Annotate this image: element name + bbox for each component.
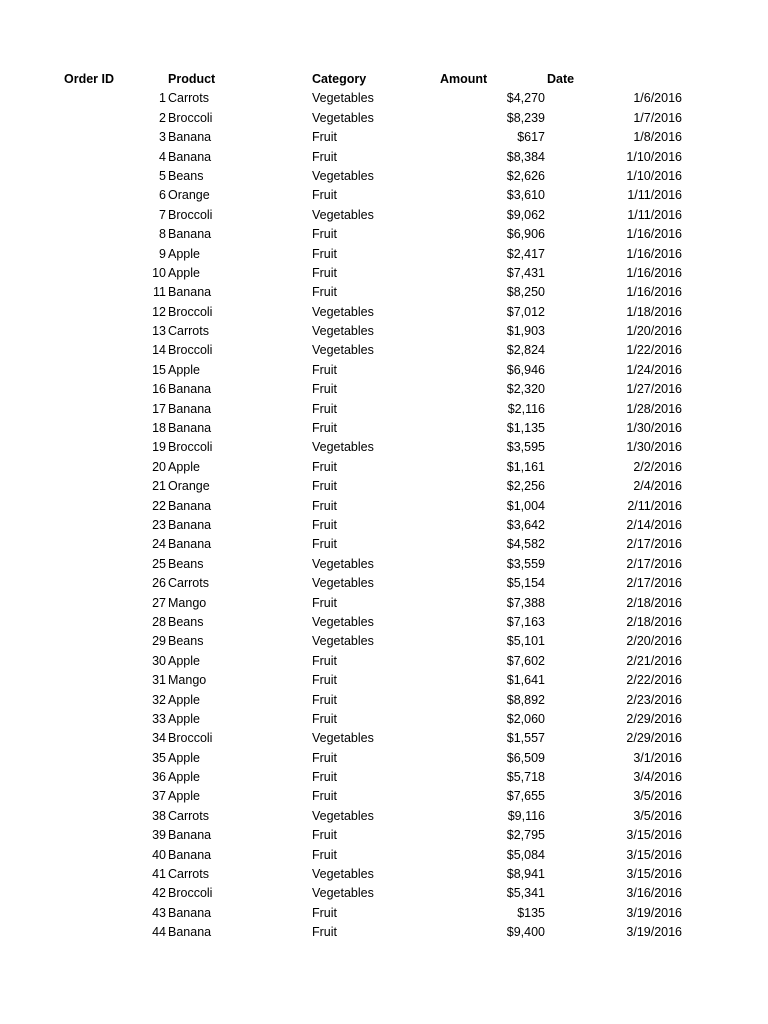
cell-amount: $135 xyxy=(517,905,545,920)
cell-category: Fruit xyxy=(312,770,337,785)
cell-date: 2/17/2016 xyxy=(626,576,682,591)
cell-amount: $7,163 xyxy=(506,614,545,629)
cell-order-id: 32 xyxy=(152,692,166,707)
cell-date: 1/16/2016 xyxy=(626,227,682,242)
cell-category: Vegetables xyxy=(312,207,374,222)
cell-amount: $1,135 xyxy=(506,421,545,436)
cell-order-id: 29 xyxy=(152,634,166,649)
table-row xyxy=(0,846,768,865)
cell-category: Vegetables xyxy=(312,343,374,358)
cell-order-id: 33 xyxy=(152,711,166,726)
cell-amount: $7,431 xyxy=(506,265,545,280)
header-date: Date xyxy=(547,72,575,86)
cell-order-id: 36 xyxy=(152,770,166,785)
table-row xyxy=(0,225,768,244)
cell-order-id: 5 xyxy=(159,168,166,183)
cell-amount: $8,384 xyxy=(506,149,545,164)
cell-order-id: 44 xyxy=(152,925,166,940)
cell-amount: $5,718 xyxy=(506,770,545,785)
cell-date: 3/4/2016 xyxy=(633,770,682,785)
cell-product: Carrots xyxy=(168,576,209,591)
cell-order-id: 42 xyxy=(152,886,166,901)
cell-order-id: 8 xyxy=(159,227,166,242)
cell-date: 1/30/2016 xyxy=(626,440,682,455)
cell-category: Vegetables xyxy=(312,168,374,183)
cell-order-id: 23 xyxy=(152,517,166,532)
header-product: Product xyxy=(168,72,216,86)
cell-category: Fruit xyxy=(312,517,337,532)
cell-amount: $9,062 xyxy=(506,207,545,222)
cell-date: 2/29/2016 xyxy=(626,711,682,726)
cell-product: Banana xyxy=(168,828,212,843)
cell-category: Fruit xyxy=(312,285,337,300)
cell-order-id: 9 xyxy=(159,246,166,261)
cell-product: Banana xyxy=(168,285,212,300)
cell-order-id: 39 xyxy=(152,828,166,843)
cell-category: Fruit xyxy=(312,227,337,242)
cell-date: 1/11/2016 xyxy=(627,188,682,203)
table-row xyxy=(0,923,768,942)
cell-product: Beans xyxy=(168,556,204,571)
cell-product: Banana xyxy=(168,517,212,532)
cell-product: Broccoli xyxy=(168,343,213,358)
cell-order-id: 26 xyxy=(152,576,166,591)
cell-order-id: 18 xyxy=(152,421,166,436)
cell-amount: $7,602 xyxy=(506,653,545,668)
cell-category: Vegetables xyxy=(312,634,374,649)
cell-product: Apple xyxy=(168,653,200,668)
cell-product: Mango xyxy=(168,673,207,688)
cell-category: Fruit xyxy=(312,246,337,261)
cell-category: Fruit xyxy=(312,479,337,494)
table-row xyxy=(0,341,768,360)
cell-category: Fruit xyxy=(312,498,337,513)
cell-category: Fruit xyxy=(312,711,337,726)
cell-category: Fruit xyxy=(312,595,337,610)
header-category: Category xyxy=(312,72,367,86)
cell-category: Vegetables xyxy=(312,614,374,629)
cell-date: 3/1/2016 xyxy=(633,750,682,765)
cell-product: Beans xyxy=(168,634,204,649)
cell-date: 1/18/2016 xyxy=(626,304,682,319)
cell-date: 3/16/2016 xyxy=(626,886,682,901)
cell-category: Fruit xyxy=(312,905,337,920)
cell-date: 2/17/2016 xyxy=(626,537,682,552)
cell-category: Fruit xyxy=(312,401,337,416)
table-row xyxy=(0,128,768,147)
cell-order-id: 4 xyxy=(159,149,166,164)
cell-order-id: 38 xyxy=(152,808,166,823)
cell-product: Broccoli xyxy=(168,440,213,455)
cell-amount: $1,161 xyxy=(506,459,545,474)
cell-date: 2/4/2016 xyxy=(633,479,682,494)
table-row xyxy=(0,303,768,322)
cell-order-id: 40 xyxy=(152,847,166,862)
cell-product: Broccoli xyxy=(168,304,213,319)
orders-table xyxy=(0,70,768,943)
cell-amount: $1,903 xyxy=(506,324,545,339)
cell-date: 2/17/2016 xyxy=(626,556,682,571)
cell-category: Fruit xyxy=(312,382,337,397)
cell-product: Apple xyxy=(168,265,200,280)
cell-category: Fruit xyxy=(312,149,337,164)
table-row xyxy=(0,826,768,845)
cell-date: 1/16/2016 xyxy=(626,246,682,261)
cell-date: 2/20/2016 xyxy=(626,634,682,649)
cell-category: Fruit xyxy=(312,925,337,940)
cell-product: Beans xyxy=(168,168,204,183)
cell-date: 2/21/2016 xyxy=(626,653,682,668)
cell-order-id: 21 xyxy=(152,479,166,494)
cell-date: 2/18/2016 xyxy=(626,614,682,629)
cell-order-id: 28 xyxy=(152,614,166,629)
cell-product: Apple xyxy=(168,711,200,726)
cell-amount: $2,320 xyxy=(506,382,545,397)
table-row xyxy=(0,497,768,516)
cell-date: 1/30/2016 xyxy=(626,421,682,436)
table-row xyxy=(0,438,768,457)
cell-category: Vegetables xyxy=(312,110,374,125)
cell-amount: $2,060 xyxy=(506,711,545,726)
table-body xyxy=(0,89,768,942)
cell-category: Vegetables xyxy=(312,867,374,882)
cell-order-id: 31 xyxy=(152,673,166,688)
cell-amount: $8,892 xyxy=(506,692,545,707)
table-row xyxy=(0,613,768,632)
cell-order-id: 43 xyxy=(152,905,166,920)
table-row xyxy=(0,167,768,186)
cell-date: 1/28/2016 xyxy=(626,401,682,416)
cell-amount: $2,116 xyxy=(507,401,545,416)
cell-date: 2/23/2016 xyxy=(626,692,682,707)
cell-date: 1/6/2016 xyxy=(633,91,682,106)
cell-order-id: 37 xyxy=(152,789,166,804)
cell-date: 1/16/2016 xyxy=(626,265,682,280)
cell-product: Banana xyxy=(168,905,212,920)
cell-product: Banana xyxy=(168,227,212,242)
cell-category: Vegetables xyxy=(312,556,374,571)
cell-product: Apple xyxy=(168,692,200,707)
cell-category: Fruit xyxy=(312,188,337,203)
cell-product: Broccoli xyxy=(168,731,213,746)
cell-amount: $1,641 xyxy=(506,673,545,688)
cell-product: Carrots xyxy=(168,808,209,823)
cell-order-id: 17 xyxy=(152,401,166,416)
cell-date: 3/15/2016 xyxy=(626,828,682,843)
cell-category: Fruit xyxy=(312,828,337,843)
cell-category: Fruit xyxy=(312,362,337,377)
cell-date: 1/8/2016 xyxy=(633,130,682,145)
table-row xyxy=(0,89,768,108)
table-row xyxy=(0,594,768,613)
cell-product: Apple xyxy=(168,770,200,785)
cell-category: Vegetables xyxy=(312,304,374,319)
cell-category: Vegetables xyxy=(312,91,374,106)
cell-order-id: 34 xyxy=(152,731,166,746)
cell-order-id: 13 xyxy=(152,324,166,339)
cell-order-id: 15 xyxy=(152,362,166,377)
table-row xyxy=(0,419,768,438)
cell-product: Apple xyxy=(168,362,200,377)
cell-amount: $6,906 xyxy=(506,227,545,242)
cell-order-id: 16 xyxy=(152,382,166,397)
cell-order-id: 3 xyxy=(159,130,166,145)
cell-product: Carrots xyxy=(168,324,209,339)
cell-category: Fruit xyxy=(312,653,337,668)
cell-category: Fruit xyxy=(312,847,337,862)
cell-category: Fruit xyxy=(312,421,337,436)
cell-product: Apple xyxy=(168,246,200,261)
table-row xyxy=(0,535,768,554)
cell-date: 2/2/2016 xyxy=(633,459,682,474)
table-row xyxy=(0,264,768,283)
table-row xyxy=(0,787,768,806)
cell-amount: $2,824 xyxy=(506,343,545,358)
cell-amount: $2,417 xyxy=(506,246,545,261)
cell-date: 2/22/2016 xyxy=(626,673,682,688)
cell-date: 1/22/2016 xyxy=(626,343,682,358)
cell-amount: $7,388 xyxy=(506,595,545,610)
cell-date: 3/19/2016 xyxy=(626,905,682,920)
cell-amount: $3,559 xyxy=(506,556,545,571)
cell-amount: $4,270 xyxy=(506,91,545,106)
cell-product: Broccoli xyxy=(168,207,213,222)
cell-amount: $3,642 xyxy=(506,517,545,532)
cell-date: 1/10/2016 xyxy=(626,149,682,164)
cell-product: Banana xyxy=(168,925,212,940)
header-amount: Amount xyxy=(440,72,488,86)
cell-category: Vegetables xyxy=(312,440,374,455)
table-row xyxy=(0,186,768,205)
cell-date: 3/15/2016 xyxy=(626,867,682,882)
cell-order-id: 1 xyxy=(159,91,166,106)
cell-date: 3/15/2016 xyxy=(626,847,682,862)
table-row xyxy=(0,361,768,380)
table-row xyxy=(0,884,768,903)
table-row xyxy=(0,516,768,535)
table-row xyxy=(0,904,768,923)
table-row xyxy=(0,632,768,651)
cell-category: Fruit xyxy=(312,789,337,804)
cell-date: 2/18/2016 xyxy=(626,595,682,610)
cell-amount: $1,004 xyxy=(506,498,545,513)
cell-date: 1/11/2016 xyxy=(627,207,682,222)
cell-product: Banana xyxy=(168,847,212,862)
cell-amount: $3,610 xyxy=(506,188,545,203)
cell-order-id: 41 xyxy=(152,867,166,882)
cell-product: Banana xyxy=(168,498,212,513)
table-row xyxy=(0,574,768,593)
cell-product: Carrots xyxy=(168,91,209,106)
cell-product: Apple xyxy=(168,750,200,765)
table-row xyxy=(0,807,768,826)
cell-amount: $5,084 xyxy=(506,847,545,862)
cell-order-id: 24 xyxy=(152,537,166,552)
cell-amount: $8,941 xyxy=(506,867,545,882)
cell-category: Fruit xyxy=(312,673,337,688)
cell-date: 1/10/2016 xyxy=(626,168,682,183)
table-row xyxy=(0,652,768,671)
cell-product: Apple xyxy=(168,459,200,474)
cell-date: 1/20/2016 xyxy=(626,324,682,339)
cell-amount: $3,595 xyxy=(506,440,545,455)
cell-category: Fruit xyxy=(312,265,337,280)
cell-product: Broccoli xyxy=(168,110,213,125)
cell-category: Vegetables xyxy=(312,324,374,339)
cell-order-id: 7 xyxy=(159,207,166,222)
cell-product: Apple xyxy=(168,789,200,804)
cell-date: 1/7/2016 xyxy=(633,110,682,125)
cell-product: Banana xyxy=(168,421,212,436)
cell-category: Fruit xyxy=(312,459,337,474)
table-row xyxy=(0,749,768,768)
table-row xyxy=(0,768,768,787)
cell-order-id: 35 xyxy=(152,750,166,765)
cell-category: Fruit xyxy=(312,750,337,765)
cell-amount: $2,256 xyxy=(506,479,545,494)
cell-amount: $5,154 xyxy=(506,576,545,591)
cell-date: 1/16/2016 xyxy=(626,285,682,300)
cell-category: Vegetables xyxy=(312,731,374,746)
cell-order-id: 6 xyxy=(159,188,166,203)
cell-order-id: 12 xyxy=(152,304,166,319)
cell-date: 2/11/2016 xyxy=(627,498,682,513)
cell-amount: $7,012 xyxy=(506,304,545,319)
table-row xyxy=(0,477,768,496)
cell-amount: $1,557 xyxy=(506,731,545,746)
cell-amount: $5,101 xyxy=(506,634,545,649)
table-row xyxy=(0,691,768,710)
cell-category: Vegetables xyxy=(312,808,374,823)
table-header-row xyxy=(0,70,768,89)
cell-order-id: 11 xyxy=(153,285,166,300)
cell-product: Banana xyxy=(168,382,212,397)
cell-order-id: 27 xyxy=(152,595,166,610)
cell-date: 3/5/2016 xyxy=(633,808,682,823)
cell-order-id: 2 xyxy=(159,110,166,125)
cell-product: Carrots xyxy=(168,867,209,882)
cell-amount: $7,655 xyxy=(506,789,545,804)
cell-amount: $8,239 xyxy=(506,110,545,125)
cell-product: Banana xyxy=(168,537,212,552)
cell-amount: $617 xyxy=(517,130,545,145)
cell-category: Vegetables xyxy=(312,576,374,591)
header-order-id: Order ID xyxy=(64,72,115,86)
table-row xyxy=(0,206,768,225)
cell-product: Banana xyxy=(168,401,212,416)
cell-product: Beans xyxy=(168,614,204,629)
cell-order-id: 19 xyxy=(152,440,166,455)
table-row xyxy=(0,148,768,167)
table-row xyxy=(0,671,768,690)
cell-amount: $5,341 xyxy=(506,886,545,901)
cell-amount: $2,795 xyxy=(506,828,545,843)
cell-date: 2/29/2016 xyxy=(626,731,682,746)
cell-amount: $9,116 xyxy=(507,808,545,823)
cell-order-id: 22 xyxy=(152,498,166,513)
cell-product: Banana xyxy=(168,130,212,145)
table-row xyxy=(0,458,768,477)
cell-order-id: 14 xyxy=(152,343,166,358)
cell-date: 1/27/2016 xyxy=(626,382,682,397)
cell-category: Fruit xyxy=(312,130,337,145)
cell-product: Mango xyxy=(168,595,207,610)
table-row xyxy=(0,322,768,341)
table-row xyxy=(0,245,768,264)
table-row xyxy=(0,865,768,884)
table-row xyxy=(0,283,768,302)
cell-order-id: 10 xyxy=(152,265,166,280)
cell-date: 1/24/2016 xyxy=(626,362,682,377)
cell-product: Orange xyxy=(168,479,210,494)
cell-category: Fruit xyxy=(312,692,337,707)
cell-amount: $9,400 xyxy=(506,925,545,940)
cell-order-id: 20 xyxy=(152,459,166,474)
cell-product: Banana xyxy=(168,149,212,164)
cell-amount: $8,250 xyxy=(506,285,545,300)
table-row xyxy=(0,710,768,729)
cell-date: 3/5/2016 xyxy=(633,789,682,804)
cell-product: Orange xyxy=(168,188,210,203)
cell-order-id: 30 xyxy=(152,653,166,668)
cell-amount: $2,626 xyxy=(506,168,545,183)
cell-order-id: 25 xyxy=(152,556,166,571)
cell-date: 2/14/2016 xyxy=(626,517,682,532)
cell-product: Broccoli xyxy=(168,886,213,901)
cell-amount: $6,509 xyxy=(506,750,545,765)
table-row xyxy=(0,555,768,574)
cell-amount: $6,946 xyxy=(506,362,545,377)
cell-category: Fruit xyxy=(312,537,337,552)
table-row xyxy=(0,729,768,748)
cell-category: Vegetables xyxy=(312,886,374,901)
table-row xyxy=(0,109,768,128)
cell-date: 3/19/2016 xyxy=(626,925,682,940)
cell-amount: $4,582 xyxy=(506,537,545,552)
table-row xyxy=(0,380,768,399)
table-row xyxy=(0,400,768,419)
